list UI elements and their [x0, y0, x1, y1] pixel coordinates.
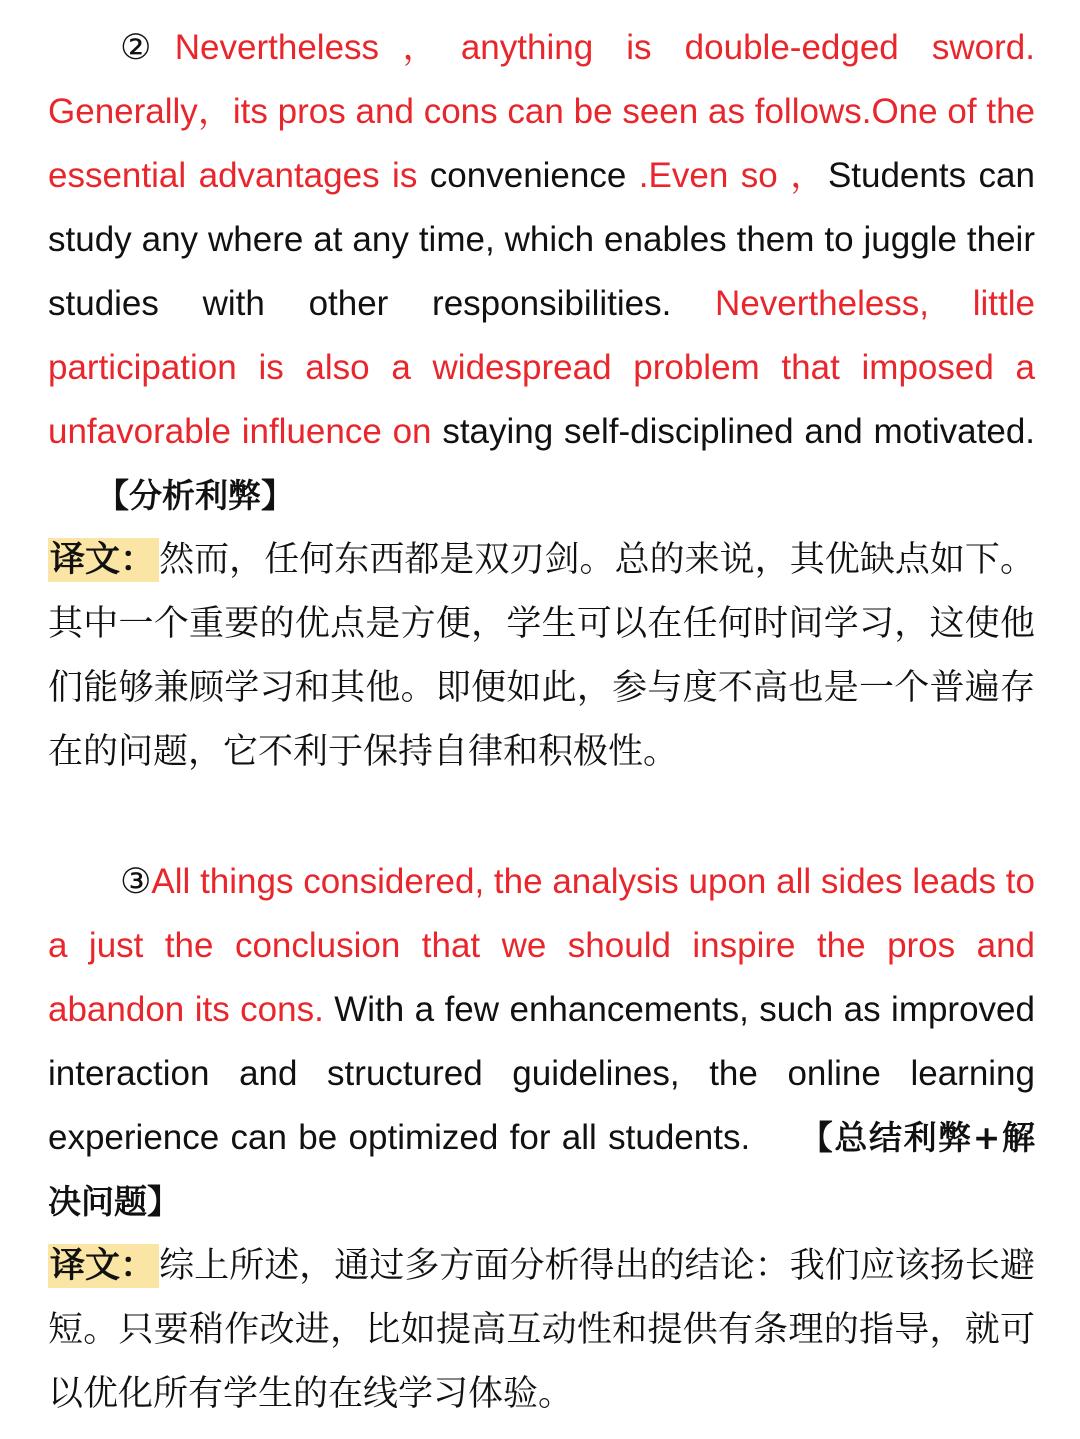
translation-2: [48, 528, 1035, 784]
translation-label: 译文：: [48, 538, 159, 582]
paragraph-number-2: ②: [120, 28, 175, 67]
red-text: Nevertheless, little participation is also a widespread problem that imposed a unfavorable influence on: [48, 284, 1035, 451]
paragraph-number-3: ③: [120, 862, 152, 901]
document-body: [48, 16, 1035, 1426]
paragraph-2: [48, 16, 1035, 528]
black-text: staying self-disciplined and motivated.: [442, 412, 1036, 451]
red-text: All things considered, the analysis upon all sides leads to a just the conclusion that we should inspire the pros and abandon its cons.: [48, 862, 1035, 1029]
black-text: convenience: [429, 156, 639, 195]
black-text: Students can study any where at any time, which enables them to juggle their studies with other responsibilities.: [48, 156, 1035, 323]
translation-text: 综上所述，通过多方面分析得出的结论：我们应该扬长避短。只要稍作改进，比如提高互动性和提供有条理的指导，就可以优化所有学生的在线学习体验。: [48, 1246, 1035, 1414]
section-tag: 【总结利弊+解决问题】: [48, 1118, 1035, 1221]
spacer: [48, 784, 1035, 850]
translation-label: 译文：: [48, 1244, 159, 1288]
red-text: .Even so ，: [638, 156, 828, 195]
section-tag: 【分析利弊】: [96, 476, 294, 515]
translation-text: 然而，任何东西都是双刃剑。总的来说，其优缺点如下。其中一个重要的优点是方便，学生可以在任何时间学习，这使他们能够兼顾学习和其他。即便如此，参与度不高也是一个普遍存在的问题，它不利于保持自律和积极性。: [48, 540, 1035, 772]
black-text: With a few enhancements, such as improved interaction and structured guidelines, the online learning experience can be optimized for all students.: [48, 990, 1035, 1157]
translation-3: [48, 1234, 1035, 1426]
paragraph-3: [48, 850, 1035, 1234]
red-text: Nevertheless，anything is double-edged sword. Generally，its pros and cons can be seen as follows.One of the essential advantages is: [48, 28, 1035, 195]
